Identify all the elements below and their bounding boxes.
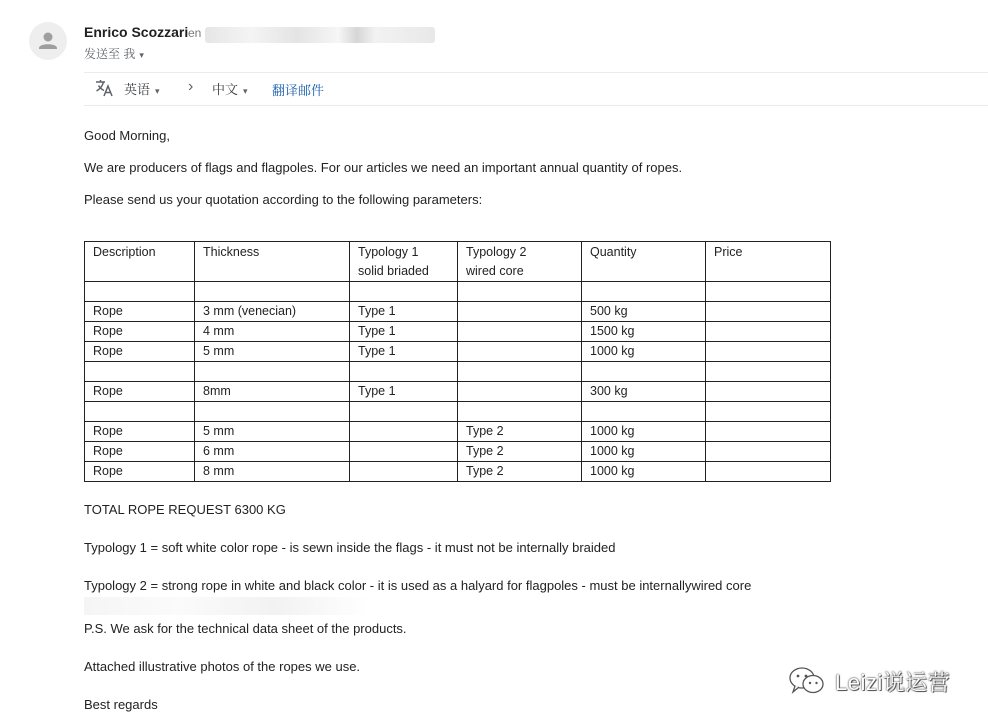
target-language-select[interactable] bbox=[212, 79, 248, 98]
table-row bbox=[85, 462, 831, 482]
table-cell: Rope bbox=[85, 382, 195, 402]
table-cell bbox=[195, 362, 350, 382]
table-cell bbox=[195, 402, 350, 422]
table-row bbox=[85, 322, 831, 342]
header-line: wired core bbox=[466, 264, 524, 278]
table-cell: 500 kg bbox=[582, 302, 706, 322]
table-cell bbox=[350, 422, 458, 442]
table-header-cell bbox=[195, 242, 350, 282]
typology-1-description: Typology 1 = soft white color rope - is sewn inside the flags - it must not be internally braided bbox=[84, 540, 616, 555]
redacted-email-blur bbox=[205, 27, 435, 43]
recipient-details[interactable] bbox=[84, 45, 144, 62]
table-row bbox=[85, 282, 831, 302]
table-cell bbox=[582, 402, 706, 422]
chevron-down-icon: ▾ bbox=[243, 86, 248, 96]
table-row bbox=[85, 402, 831, 422]
table-cell bbox=[582, 362, 706, 382]
table-cell bbox=[85, 282, 195, 302]
person-icon bbox=[29, 22, 67, 60]
table-cell bbox=[458, 322, 582, 342]
table-cell: Type 2 bbox=[458, 462, 582, 482]
table-cell: Rope bbox=[85, 342, 195, 362]
table-row bbox=[85, 302, 831, 322]
translate-icon bbox=[94, 78, 114, 103]
table-cell: Rope bbox=[85, 322, 195, 342]
table-cell bbox=[458, 302, 582, 322]
table-cell: Type 2 bbox=[458, 422, 582, 442]
table-cell: Type 1 bbox=[350, 342, 458, 362]
table-cell bbox=[706, 422, 831, 442]
ps-note: P.S. We ask for the technical data sheet of the products. bbox=[84, 621, 407, 636]
header-line: solid briaded bbox=[358, 264, 429, 278]
table-cell: Rope bbox=[85, 302, 195, 322]
table-cell bbox=[458, 362, 582, 382]
source-language-label: 英语 bbox=[124, 82, 151, 97]
table-cell: Type 1 bbox=[350, 322, 458, 342]
table-cell bbox=[706, 362, 831, 382]
header-line: Quantity bbox=[590, 245, 637, 259]
table-cell bbox=[195, 282, 350, 302]
table-cell: Type 2 bbox=[458, 442, 582, 462]
table-cell bbox=[706, 282, 831, 302]
table-row bbox=[85, 382, 831, 402]
arrow-right-icon: › bbox=[188, 78, 194, 95]
attachment-note: Attached illustrative photos of the ropes we use. bbox=[84, 659, 361, 674]
table-cell: 1000 kg bbox=[582, 422, 706, 442]
recipient-dropdown-icon[interactable]: ▾ bbox=[139, 50, 144, 60]
table-row bbox=[85, 342, 831, 362]
recipient-label: 发送至 我 bbox=[84, 47, 136, 61]
table-cell bbox=[458, 342, 582, 362]
table-header-cell bbox=[458, 242, 582, 282]
source-language-select[interactable] bbox=[124, 79, 160, 98]
header-line: Thickness bbox=[203, 245, 260, 259]
intro-paragraph: We are producers of flags and flagpoles. For our articles we need an important annual quantity of ropes. bbox=[84, 160, 683, 175]
quotation-table bbox=[84, 241, 831, 482]
table-cell: 5 mm bbox=[195, 342, 350, 362]
table-cell: Type 1 bbox=[350, 302, 458, 322]
typology-2-description: Typology 2 = strong rope in white and black color - it is used as a halyard for flagpoles - must be internallywired core bbox=[84, 578, 752, 593]
table-cell: 1000 kg bbox=[582, 462, 706, 482]
table-header-cell bbox=[706, 242, 831, 282]
table-cell bbox=[350, 462, 458, 482]
sender-email: en bbox=[188, 26, 202, 40]
target-language-label: 中文 bbox=[212, 82, 239, 97]
table-header-cell bbox=[582, 242, 706, 282]
header-line: Typology 1 bbox=[358, 245, 419, 259]
table-cell bbox=[350, 362, 458, 382]
table-cell: 8mm bbox=[195, 382, 350, 402]
table-cell bbox=[706, 342, 831, 362]
translate-message-link[interactable]: 翻译邮件 bbox=[272, 83, 325, 98]
table-cell bbox=[458, 402, 582, 422]
translate-bar bbox=[84, 72, 988, 106]
table-cell bbox=[706, 302, 831, 322]
table-row bbox=[85, 422, 831, 442]
watermark bbox=[787, 664, 950, 698]
watermark-text: Leizi说运营 bbox=[835, 669, 951, 695]
table-cell bbox=[85, 402, 195, 422]
table-cell: Rope bbox=[85, 422, 195, 442]
closing: Best regards bbox=[84, 697, 158, 712]
table-cell: 4 mm bbox=[195, 322, 350, 342]
table-cell: 1500 kg bbox=[582, 322, 706, 342]
header-line: Price bbox=[714, 245, 743, 259]
table-cell: 3 mm (venecian) bbox=[195, 302, 350, 322]
table-cell bbox=[458, 282, 582, 302]
table-cell bbox=[350, 282, 458, 302]
table-cell bbox=[706, 442, 831, 462]
header-line: Typology 2 bbox=[466, 245, 527, 259]
table-cell: 1000 kg bbox=[582, 342, 706, 362]
sender-avatar[interactable] bbox=[29, 22, 67, 60]
table-cell bbox=[85, 362, 195, 382]
request-paragraph: Please send us your quotation according to the following parameters: bbox=[84, 192, 483, 207]
table-cell bbox=[706, 322, 831, 342]
table-cell bbox=[706, 402, 831, 422]
table-cell: 1000 kg bbox=[582, 442, 706, 462]
greeting: Good Morning, bbox=[84, 128, 170, 143]
chevron-down-icon: ▾ bbox=[155, 86, 160, 96]
table-cell bbox=[582, 282, 706, 302]
table-cell: 6 mm bbox=[195, 442, 350, 462]
table-cell bbox=[706, 382, 831, 402]
faded-region bbox=[84, 597, 369, 615]
table-row bbox=[85, 442, 831, 462]
table-header-row bbox=[85, 242, 831, 282]
table-cell: 300 kg bbox=[582, 382, 706, 402]
table-cell: Rope bbox=[85, 442, 195, 462]
header-line: Description bbox=[93, 245, 156, 259]
table-cell: Type 1 bbox=[350, 382, 458, 402]
wechat-icon bbox=[787, 666, 827, 696]
sender-name: Enrico Scozzari bbox=[84, 24, 189, 40]
table-cell: Rope bbox=[85, 462, 195, 482]
table-cell: 5 mm bbox=[195, 422, 350, 442]
table-header-cell bbox=[350, 242, 458, 282]
table-row bbox=[85, 362, 831, 382]
table-cell bbox=[350, 442, 458, 462]
total-request: TOTAL ROPE REQUEST 6300 KG bbox=[84, 502, 286, 517]
table-cell bbox=[458, 382, 582, 402]
table-header-cell bbox=[85, 242, 195, 282]
table-cell bbox=[706, 462, 831, 482]
table-cell: 8 mm bbox=[195, 462, 350, 482]
table-cell bbox=[350, 402, 458, 422]
